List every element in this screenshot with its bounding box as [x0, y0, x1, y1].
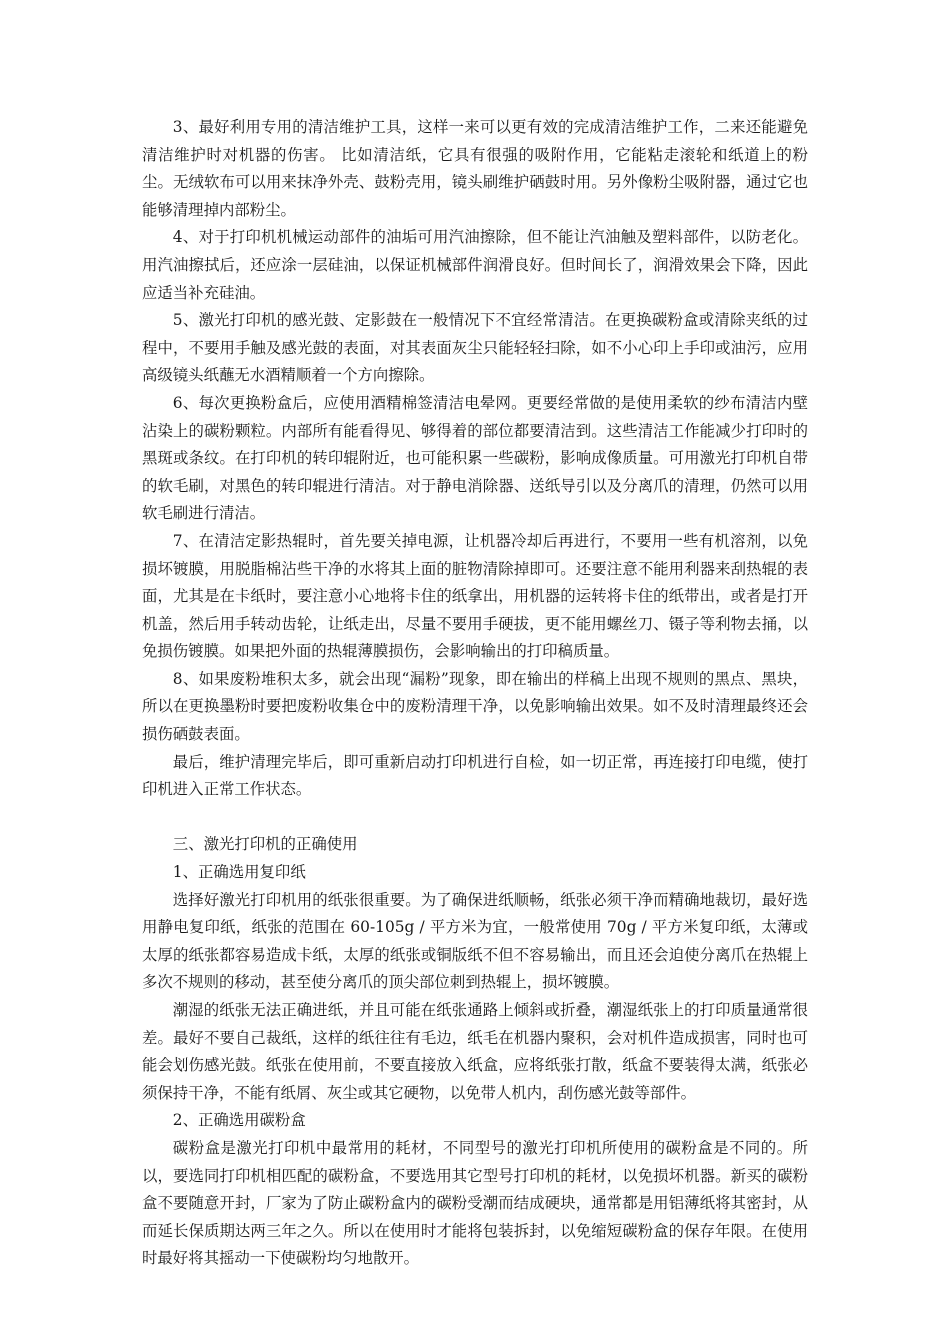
subsection-heading-toner: 2、正确选用碳粉盒 [172, 1111, 306, 1130]
subsection-heading-paper: 1、正确选用复印纸 [172, 863, 306, 882]
paper-paragraph-1: 选择好激光打印机用的纸张很重要。为了确保进纸顺畅，纸张必须干净而精确地裁切，最好选用静电复印纸，纸张的范围在 60-105g / 平方米为宜，一般常使用 70g / 平方米复印纸，太薄或太厚的纸张都容易造成卡纸，太厚的纸张或铜版纸不但不容易输出，而且还会迫使分离爪在热辊上多次不规则的移动，甚至使分离爪的顶尖部位刺到热辊上，损坏镀膜。 [142, 890, 808, 992]
paragraph-3: 3、最好利用专用的清洁维护工具，这样一来可以更有效的完成清洁维护工作，二来还能避免清洁维护时对机器的伤害。 比如清洁纸，它具有很强的吸附作用，它能粘走滚轮和纸道上的粉尘。无绒软布可以用来抹净外壳、鼓粉壳用，镜头刷维护硒鼓时用。另外像粉尘吸附器，通过它也能够清理掉内部粉尘。 [142, 118, 808, 219]
paragraph-6: 6、每次更换粉盒后，应使用酒精棉签清洁电晕网。更要经常做的是使用柔软的纱布清洁内壁沾染上的碳粉颗粒。内部所有能看得见、够得着的部位都要清洁到。这些清洁工作能减少打印时的黑斑或条纹。在打印机的转印辊附近，也可能积累一些碳粉，影响成像质量。可用激光打印机自带的软毛刷，对黑色的转印辊进行清洁。对于静电消除器、送纸导引以及分离爪的清理，仍然可以用软毛刷进行清洁。 [142, 393, 808, 523]
blank-line [142, 804, 808, 832]
section-heading: 三、激光打印机的正确使用 [172, 835, 358, 854]
toner-paragraph-1: 碳粉盒是激光打印机中最常用的耗材，不同型号的激光打印机所使用的碳粉盒是不同的。所以，要选同打印机相匹配的碳粉盒，不要选用其它型号打印机的耗材，以免损坏机器。新买的碳粉盒不要随意开封，厂家为了防止碳粉盒内的碳粉受潮而结成硬块，通常都是用铝薄纸将其密封，从而延长保质期达两三年之久。所以在使用时才能将包装拆封，以免缩短碳粉盒的保存年限。在使用时最好将其摇动一下使碳粉均匀地散开。 [142, 1138, 808, 1268]
paragraph-5: 5、激光打印机的感光鼓、定影鼓在一般情况下不宜经常清洁。在更换碳粉盒或清除夹纸的过程中，不要用手触及感光鼓的表面，对其表面灰尘只能轻轻扫除，如不小心印上手印或油污，应用高级镜头纸蘸无水酒精顺着一个方向擦除。 [142, 311, 808, 385]
paper-paragraph-2: 潮湿的纸张无法正确进纸，并且可能在纸张通路上倾斜或折叠，潮湿纸张上的打印质量通常很差。最好不要自己裁纸，这样的纸往往有毛边，纸毛在机器内聚积，会对机件造成损害，同时也可能会划伤感光鼓。纸张在使用前，不要直接放入纸盒，应将纸张打散，纸盒不要装得太满，纸张必须保持干净，不能有纸屑、灰尘或其它硬物，以免带人机内，刮伤感光鼓等部件。 [142, 1001, 808, 1102]
paragraph-final: 最后，维护清理完毕后，即可重新启动打印机进行自检，如一切正常，再连接打印电缆，使打印机进入正常工作状态。 [142, 752, 808, 799]
paragraph-4: 4、对于打印机机械运动部件的油垢可用汽油擦除，但不能让汽油触及塑料部件，以防老化。用汽油擦拭后，还应涂一层硅油，以保证机械部件润滑良好。但时间长了，润滑效果会下降，因此应适当补充硅油。 [142, 228, 808, 302]
paragraph-7: 7、在清洁定影热辊时，首先要关掉电源，让机器冷却后再进行，不要用一些有机溶剂，以免损坏镀膜，用脱脂棉沾些干净的水将其上面的脏物清除掉即可。还要注意不能用利器来刮热辊的表面，尤其是在卡纸时，要注意小心地将卡住的纸拿出，用机器的运转将卡住的纸带出，或者是打开机盖，然后用手转动齿轮，让纸走出，尽量不要用手硬拔，更不能用螺丝刀、镊子等利物去捅，以免损伤镀膜。如果把外面的热辊薄膜损伤，会影响输出的打印稿质量。 [142, 531, 808, 661]
document-body [142, 114, 808, 1273]
paragraph-8: 8、如果废粉堆积太多，就会出现“漏粉”现象，即在输出的样稿上出现不规则的黑点、黑块，所以在更换墨粉时要把废粉收集仓中的废粉清理干净，以免影响输出效果。如不及时清理最终还会损伤硒鼓表面。 [142, 669, 808, 744]
